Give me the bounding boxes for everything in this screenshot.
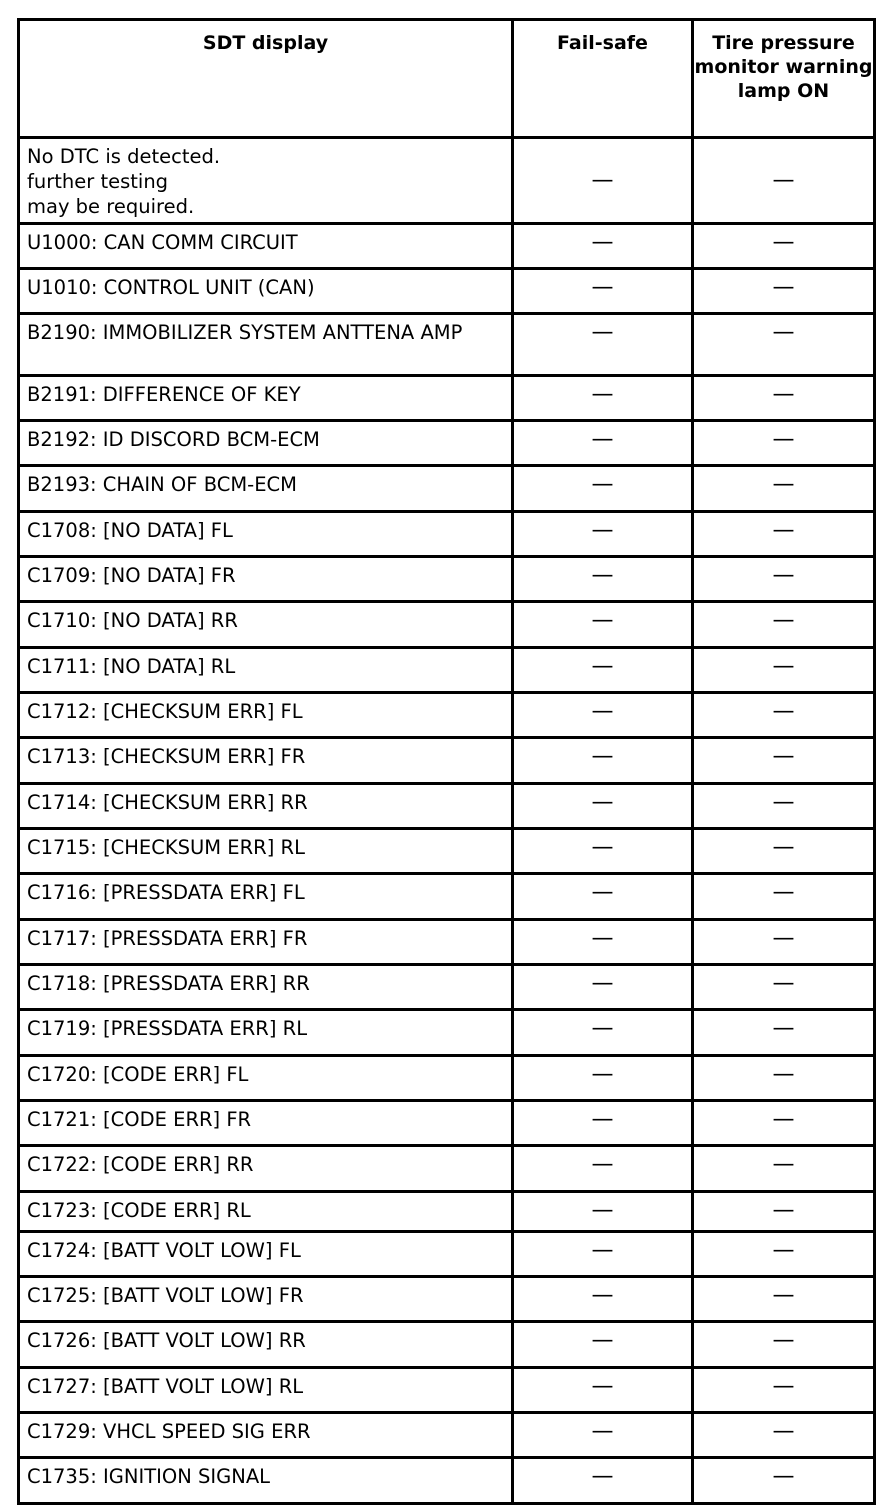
sdt-display-cell: C1715: [CHECKSUM ERR] RL xyxy=(19,829,513,874)
sdt-display-cell: B2190: IMMOBILIZER SYSTEM ANTTENA AMP xyxy=(19,314,513,376)
fail-safe-cell: — xyxy=(513,1192,693,1232)
fail-safe-cell: — xyxy=(513,1368,693,1413)
sdt-display-cell: U1010: CONTROL UNIT (CAN) xyxy=(19,269,513,314)
sdt-display-cell: C1711: [NO DATA] RL xyxy=(19,648,513,693)
table-row xyxy=(19,1277,875,1322)
sdt-display-cell: C1735: IGNITION SIGNAL xyxy=(19,1458,513,1504)
warning-lamp-cell: — xyxy=(693,1232,875,1277)
warning-lamp-cell: — xyxy=(693,224,875,269)
table-row xyxy=(19,1056,875,1101)
warning-lamp-cell: — xyxy=(693,1458,875,1504)
dtc-table xyxy=(17,18,876,1505)
fail-safe-cell: — xyxy=(513,602,693,648)
fail-safe-cell: — xyxy=(513,224,693,269)
fail-safe-cell: — xyxy=(513,1413,693,1458)
table-row xyxy=(19,829,875,874)
fail-safe-cell: — xyxy=(513,784,693,829)
warning-lamp-cell: — xyxy=(693,138,875,224)
warning-lamp-cell: — xyxy=(693,466,875,512)
warning-lamp-cell: — xyxy=(693,1368,875,1413)
sdt-display-cell: C1729: VHCL SPEED SIG ERR xyxy=(19,1413,513,1458)
warning-lamp-cell: — xyxy=(693,874,875,920)
header-warning-lamp: Tire pressure monitor warning lamp ON xyxy=(693,20,875,138)
table-row xyxy=(19,1413,875,1458)
header-fail-safe: Fail-safe xyxy=(513,20,693,138)
sdt-display-cell: C1724: [BATT VOLT LOW] FL xyxy=(19,1232,513,1277)
fail-safe-cell: — xyxy=(513,738,693,784)
table-row xyxy=(19,784,875,829)
table-row xyxy=(19,602,875,648)
table-row xyxy=(19,314,875,376)
fail-safe-cell: — xyxy=(513,648,693,693)
table-row xyxy=(19,466,875,512)
warning-lamp-cell: — xyxy=(693,1056,875,1101)
warning-lamp-cell: — xyxy=(693,1101,875,1146)
fail-safe-cell: — xyxy=(513,314,693,376)
fail-safe-cell: — xyxy=(513,1010,693,1056)
warning-lamp-cell: — xyxy=(693,784,875,829)
sdt-display-cell: No DTC is detected. further testing may be required. xyxy=(19,138,513,224)
table-row xyxy=(19,648,875,693)
fail-safe-cell: — xyxy=(513,1101,693,1146)
sdt-display-cell: C1714: [CHECKSUM ERR] RR xyxy=(19,784,513,829)
fail-safe-cell: — xyxy=(513,512,693,557)
sdt-display-cell: C1727: [BATT VOLT LOW] RL xyxy=(19,1368,513,1413)
sdt-display-cell: B2192: ID DISCORD BCM-ECM xyxy=(19,421,513,466)
table-row xyxy=(19,269,875,314)
table-row xyxy=(19,1010,875,1056)
fail-safe-cell: — xyxy=(513,1277,693,1322)
fail-safe-cell: — xyxy=(513,1146,693,1192)
fail-safe-cell: — xyxy=(513,1056,693,1101)
warning-lamp-cell: — xyxy=(693,1277,875,1322)
warning-lamp-cell: — xyxy=(693,557,875,602)
header-row xyxy=(19,20,875,138)
fail-safe-cell: — xyxy=(513,1458,693,1504)
table-row xyxy=(19,693,875,738)
table-row xyxy=(19,1368,875,1413)
fail-safe-cell: — xyxy=(513,269,693,314)
sdt-display-cell: C1712: [CHECKSUM ERR] FL xyxy=(19,693,513,738)
warning-lamp-cell: — xyxy=(693,602,875,648)
table-row xyxy=(19,421,875,466)
warning-lamp-cell: — xyxy=(693,738,875,784)
warning-lamp-cell: — xyxy=(693,269,875,314)
warning-lamp-cell: — xyxy=(693,1192,875,1232)
warning-lamp-cell: — xyxy=(693,1322,875,1368)
fail-safe-cell: — xyxy=(513,376,693,421)
warning-lamp-cell: — xyxy=(693,421,875,466)
sdt-display-cell: B2193: CHAIN OF BCM-ECM xyxy=(19,466,513,512)
sdt-display-cell: C1719: [PRESSDATA ERR] RL xyxy=(19,1010,513,1056)
fail-safe-cell: — xyxy=(513,138,693,224)
table-row xyxy=(19,965,875,1010)
fail-safe-cell: — xyxy=(513,874,693,920)
sdt-display-cell: C1713: [CHECKSUM ERR] FR xyxy=(19,738,513,784)
fail-safe-cell: — xyxy=(513,557,693,602)
table-row xyxy=(19,224,875,269)
table-row xyxy=(19,874,875,920)
sdt-display-cell: C1720: [CODE ERR] FL xyxy=(19,1056,513,1101)
table-row xyxy=(19,1232,875,1277)
table-row xyxy=(19,1192,875,1232)
table-row xyxy=(19,1458,875,1504)
table-row xyxy=(19,920,875,965)
table-body xyxy=(19,138,875,1504)
warning-lamp-cell: — xyxy=(693,1413,875,1458)
fail-safe-cell: — xyxy=(513,421,693,466)
fail-safe-cell: — xyxy=(513,1232,693,1277)
warning-lamp-cell: — xyxy=(693,314,875,376)
sdt-display-cell: C1709: [NO DATA] FR xyxy=(19,557,513,602)
sdt-display-cell: C1722: [CODE ERR] RR xyxy=(19,1146,513,1192)
sdt-display-cell: C1726: [BATT VOLT LOW] RR xyxy=(19,1322,513,1368)
warning-lamp-cell: — xyxy=(693,829,875,874)
header-sdt-display: SDT display xyxy=(19,20,513,138)
sdt-display-cell: B2191: DIFFERENCE OF KEY xyxy=(19,376,513,421)
sdt-display-cell: C1710: [NO DATA] RR xyxy=(19,602,513,648)
warning-lamp-cell: — xyxy=(693,1010,875,1056)
sdt-display-cell: C1718: [PRESSDATA ERR] RR xyxy=(19,965,513,1010)
table-row xyxy=(19,1101,875,1146)
warning-lamp-cell: — xyxy=(693,1146,875,1192)
sdt-display-cell: C1716: [PRESSDATA ERR] FL xyxy=(19,874,513,920)
fail-safe-cell: — xyxy=(513,466,693,512)
table-row xyxy=(19,376,875,421)
sdt-display-cell: C1725: [BATT VOLT LOW] FR xyxy=(19,1277,513,1322)
warning-lamp-cell: — xyxy=(693,512,875,557)
table-row xyxy=(19,512,875,557)
fail-safe-cell: — xyxy=(513,965,693,1010)
fail-safe-cell: — xyxy=(513,920,693,965)
warning-lamp-cell: — xyxy=(693,648,875,693)
fail-safe-cell: — xyxy=(513,693,693,738)
sdt-display-cell: C1723: [CODE ERR] RL xyxy=(19,1192,513,1232)
table-row xyxy=(19,138,875,224)
table-row xyxy=(19,557,875,602)
fail-safe-cell: — xyxy=(513,829,693,874)
sdt-display-cell: U1000: CAN COMM CIRCUIT xyxy=(19,224,513,269)
sdt-display-cell: C1708: [NO DATA] FL xyxy=(19,512,513,557)
sdt-display-cell: C1721: [CODE ERR] FR xyxy=(19,1101,513,1146)
table-row xyxy=(19,1322,875,1368)
table-row xyxy=(19,1146,875,1192)
warning-lamp-cell: — xyxy=(693,920,875,965)
fail-safe-cell: — xyxy=(513,1322,693,1368)
warning-lamp-cell: — xyxy=(693,693,875,738)
table-row xyxy=(19,738,875,784)
sdt-display-cell: C1717: [PRESSDATA ERR] FR xyxy=(19,920,513,965)
warning-lamp-cell: — xyxy=(693,376,875,421)
warning-lamp-cell: — xyxy=(693,965,875,1010)
